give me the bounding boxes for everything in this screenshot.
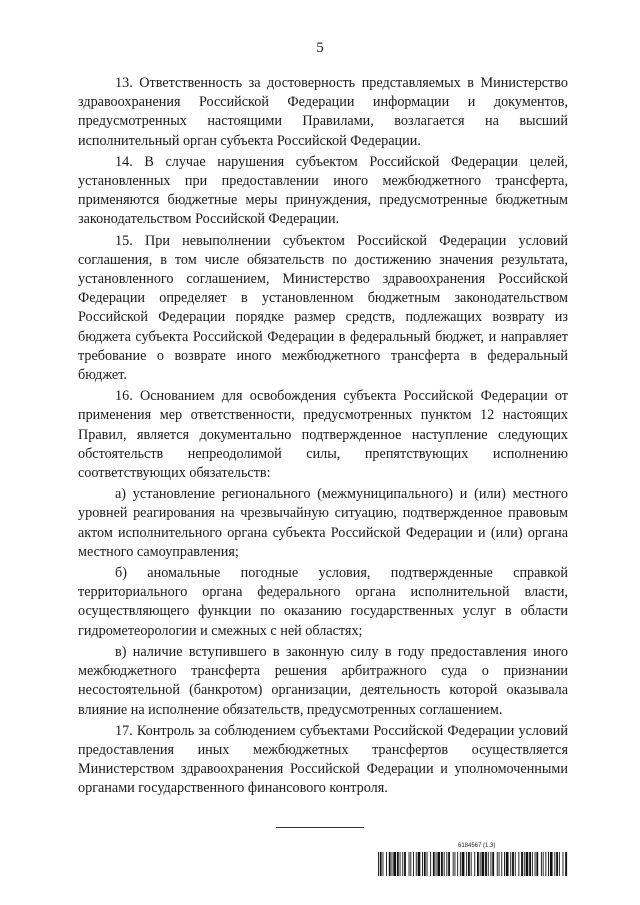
barcode-bar (506, 852, 509, 876)
barcode-bar (457, 852, 458, 876)
barcode-bar (521, 852, 523, 876)
page-number: 5 (316, 40, 324, 56)
barcode-bar (444, 852, 445, 876)
paragraph-13: 13. Ответственность за достоверность представляемых в Министерство здравоохранения Российской Федерации информации и документов, предусмотренных настоящими Правилами, возлагается на высший исполнительный орган субъекта Российской Федерации. (78, 75, 568, 149)
barcode-bar (466, 852, 467, 876)
barcode-bar (402, 852, 403, 876)
barcode-bar (424, 852, 426, 876)
barcode-bar (471, 852, 472, 876)
barcode-bar (485, 852, 487, 876)
barcode-bar (460, 852, 461, 876)
barcode-bar (448, 852, 450, 876)
barcode (378, 852, 568, 876)
paragraph-16c: в) наличие вступившего в законную силу в году предоставления иного межбюджетного трансферта решения арбитражного суда о признании несостоятельной (банкротом) организации, деятельность которой оказывала влияние на исполнение обязательств, предусмотренных соглашением. (78, 643, 568, 718)
barcode-bar (446, 852, 447, 876)
barcode-bar (433, 852, 435, 876)
barcode-bar (504, 852, 505, 876)
barcode-bar (427, 852, 428, 876)
barcode-bar (554, 852, 555, 876)
barcode-bar (480, 852, 481, 876)
barcode-bar (477, 852, 479, 876)
barcode-bar (492, 852, 494, 876)
paragraph-17: 17. Контроль за соблюдением субъектами Российской Федерации условий предоставления иных межбюджетных трансфертов осуществляется Министерством здравоохранения Российской Федерации и уполномоченными органами государственного финансового контроля. (78, 722, 568, 797)
barcode-bar (410, 852, 411, 876)
barcode-bar (422, 852, 423, 876)
barcode-bar (380, 852, 382, 876)
footer-divider (276, 827, 364, 828)
paragraph-15: 15. При невыполнении субъектом Российской Федерации условий соглашения, в том числе обязательств по достижению значения результата, установленного соглашением, Министерство здравоохранения Российской Федерации определяет в установленном бюджетным законодательством Российской Федерации порядке размер средств, подлежащих возврату из бюджета субъекта Российской Федерации в федеральный бюджет, и направляет требование о возврате иного межбюджетного трансферта в федеральный бюджет. (78, 232, 568, 384)
paragraph-16b: б) аномальные погодные условия, подтвержденные справкой территориального органа федерального органа исполнительной власти, осуществляющего функции по оказанию государственных услуг в области гидрометеорологии и смежных с ней областях; (78, 565, 568, 639)
barcode-bar (378, 852, 379, 876)
barcode-bar (491, 852, 492, 876)
barcode-bar (474, 852, 475, 876)
barcode-bar (548, 852, 549, 876)
barcode-bar (437, 852, 440, 876)
barcode-bar (559, 852, 560, 876)
barcode-bar (524, 852, 525, 876)
barcode-bar (563, 852, 564, 876)
barcode-bar (430, 852, 431, 876)
barcode-bar (501, 852, 502, 876)
barcode-bar (409, 852, 410, 876)
barcode-bar (545, 852, 546, 876)
barcode-bar (499, 852, 500, 876)
barcode-bar (416, 852, 417, 876)
barcode-bar (536, 852, 538, 876)
paragraph-16a: а) установление регионального (межмуниципального) и (или) местного уровней реагирования на чрезвычайную ситуацию, подтвержденное правовым актом исполнительного органа субъекта Российской Федерации и (или) органа местного самоуправления; (78, 486, 568, 560)
barcode-bar (565, 852, 567, 876)
barcode-bar (550, 852, 553, 876)
document-code: 6184567 (1.3) (458, 843, 496, 849)
paragraph-14: 14. В случае нарушения субъектом Российской Федерации целей, установленных при предоставлении иного межбюджетного трансферта, применяются бюджетные меры принуждения, предусмотренные бюджетным законодательством Российской Федерации. (78, 153, 568, 228)
barcode-bar (482, 852, 485, 876)
barcode-bar (535, 852, 536, 876)
barcode-bar (529, 852, 531, 876)
barcode-bar (518, 852, 519, 876)
barcode-bar (441, 852, 443, 876)
barcode-bar (383, 852, 384, 876)
barcode-bar (436, 852, 437, 876)
barcode-bar (526, 852, 529, 876)
barcode-bar (497, 852, 498, 876)
barcode-bar (413, 852, 414, 876)
barcode-bar (397, 852, 399, 876)
paragraph-16: 16. Основанием для освобождения субъекта Российской Федерации от применения мер ответственности, предусмотренных пунктом 12 настоящих Правил, является документально подтвержденное наступление следующих обстоятельств непреодолимой силы, препятствующих исполнению соответствующих обязательств: (78, 388, 568, 482)
barcode-bar (389, 852, 391, 876)
barcode-bar (556, 852, 558, 876)
barcode-bar (510, 852, 511, 876)
barcode-bar (386, 852, 387, 876)
document-body (78, 74, 568, 799)
barcode-bar (543, 852, 544, 876)
barcode-bar (455, 852, 456, 876)
barcode-bar (418, 852, 421, 876)
barcode-bar (541, 852, 542, 876)
barcode-bar (393, 852, 396, 876)
barcode-bar (453, 852, 454, 876)
barcode-bar (400, 852, 401, 876)
barcode-bar (488, 852, 489, 876)
barcode-bar (515, 852, 516, 876)
barcode-bar (462, 852, 465, 876)
barcode-bar (404, 852, 406, 876)
barcode-bar (532, 852, 533, 876)
barcode-bar (468, 852, 470, 876)
barcode-bar (392, 852, 393, 876)
barcode-bar (512, 852, 514, 876)
